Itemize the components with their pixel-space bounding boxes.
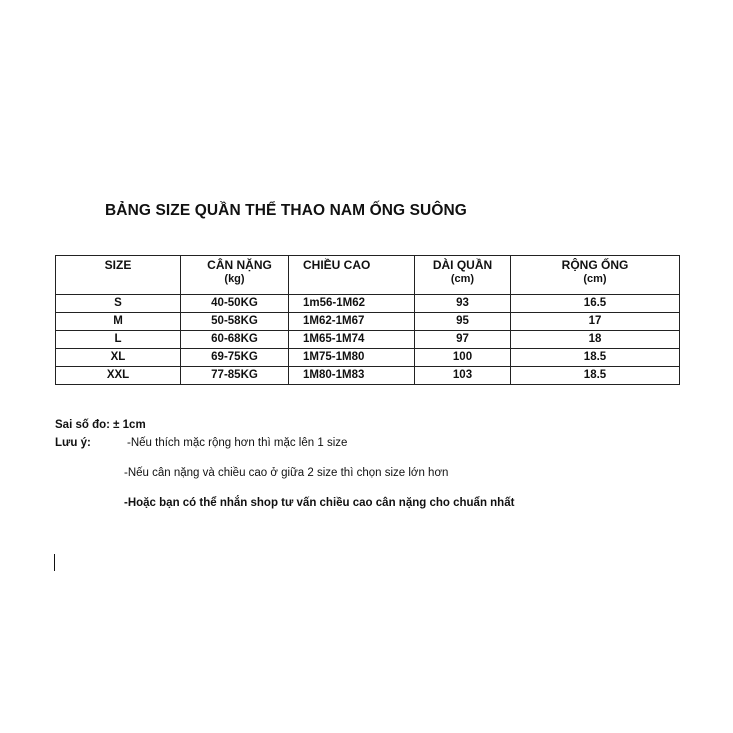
text-cursor [54, 554, 55, 571]
cell-size: S [56, 295, 181, 313]
cell-length: 95 [415, 313, 511, 331]
table-row [56, 331, 680, 349]
cell-size: XL [56, 349, 181, 367]
table-header-row [56, 256, 680, 295]
size-chart-table [55, 255, 680, 385]
cell-weight: 50-58KG [181, 313, 289, 331]
header-weight-unit: (kg) [224, 273, 245, 285]
note-label: Lưu ý: [55, 437, 91, 449]
cell-length: 97 [415, 331, 511, 349]
header-height: CHIỀU CAO [289, 256, 415, 295]
header-leg-width-unit: (cm) [583, 273, 607, 285]
table-row [56, 295, 680, 313]
header-length: DÀI QUẦN (cm) [415, 256, 511, 295]
cell-weight: 69-75KG [181, 349, 289, 367]
cell-length: 93 [415, 295, 511, 313]
cell-length: 103 [415, 367, 511, 385]
table-row [56, 313, 680, 331]
cell-leg-width: 18.5 [511, 349, 680, 367]
cell-height: 1M75-1M80 [289, 349, 415, 367]
cell-height: 1M80-1M83 [289, 367, 415, 385]
page-title: BẢNG SIZE QUẦN THỂ THAO NAM ỐNG SUÔNG [105, 202, 467, 219]
cell-leg-width: 16.5 [511, 295, 680, 313]
cell-height: 1M65-1M74 [289, 331, 415, 349]
note-item-1: -Nếu thích mặc rộng hơn thì mặc lên 1 size [127, 437, 348, 449]
header-size: SIZE [56, 256, 181, 295]
header-length-unit: (cm) [450, 273, 475, 285]
note-item-3: -Hoặc bạn có thể nhắn shop tư vấn chiều cao cân nặng cho chuẩn nhất [124, 497, 515, 509]
cell-length: 100 [415, 349, 511, 367]
header-leg-width: RỘNG ỐNG (cm) [511, 256, 680, 295]
cell-weight: 40-50KG [181, 295, 289, 313]
header-weight: CÂN NẶNG (kg) [181, 256, 289, 295]
cell-height: 1m56-1M62 [289, 295, 415, 313]
cell-leg-width: 17 [511, 313, 680, 331]
cell-leg-width: 18.5 [511, 367, 680, 385]
cell-weight: 77-85KG [181, 367, 289, 385]
note-item-2: -Nếu cân nặng và chiều cao ở giữa 2 size thì chọn size lớn hơn [124, 467, 449, 479]
cell-leg-width: 18 [511, 331, 680, 349]
cell-weight: 60-68KG [181, 331, 289, 349]
cell-size: L [56, 331, 181, 349]
tolerance-note: Sai số đo: ± 1cm [55, 419, 146, 431]
cell-size: XXL [56, 367, 181, 385]
table-row [56, 367, 680, 385]
table-row [56, 349, 680, 367]
cell-size: M [56, 313, 181, 331]
cell-height: 1M62-1M67 [289, 313, 415, 331]
